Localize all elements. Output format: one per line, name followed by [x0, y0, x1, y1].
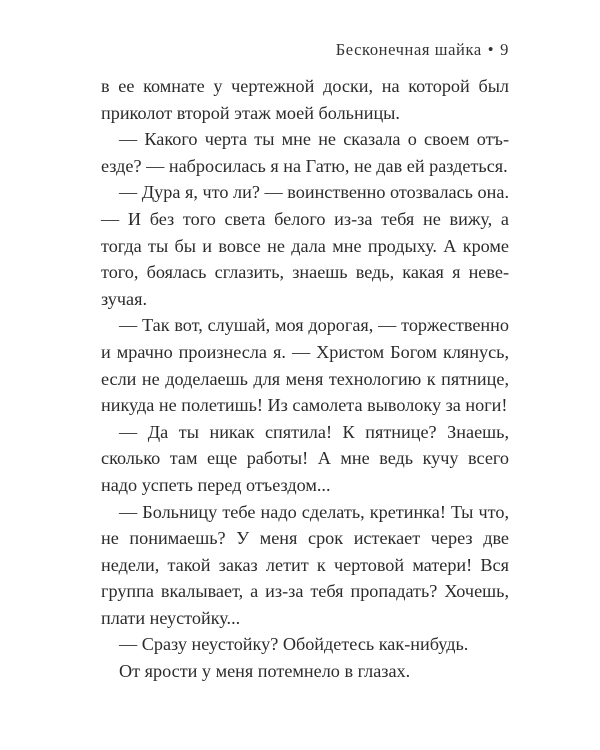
paragraph: — Больницу тебе надо сделать, кретинка! Ты что, не понимаешь? У меня срок истекает через две недели, такой заказ летит к чертовой матери! Вся группа вкалывает, а из-за тебя пропадать? Хочешь, плати неустойку... [101, 501, 509, 628]
paragraph: — Дура я, что ли? — воинственно отозвалась она. — И без того света белого из-за тебя не вижу, а тогда ты бы и вовсе не дала мне продыху. А кроме того, боялась сглазить, знаешь ведь, какая я невезучая. [101, 182, 509, 309]
running-header [336, 40, 509, 60]
page-body [101, 73, 509, 685]
paragraph: От ярости у меня потемнело в глазах. [119, 661, 411, 682]
paragraph: в ее комнате у чертежной доски, на которой был приколот второй этаж моей больницы. [101, 76, 509, 123]
book-title: Бесконечная шайка [335, 40, 482, 59]
paragraph: — Какого черта ты мне не сказала о своем отъезде? — набросилась я на Гатю, не дав ей раздеться. [101, 129, 509, 176]
header-bullet: • [487, 40, 495, 59]
paragraph: — Так вот, слушай, моя дорогая, — торжественно и мрачно произнесла я. — Христом Богом клянусь, если не доделаешь для меня технологию к пятнице, никуда не полетишь! Из самолета выволоку за ноги! [101, 315, 509, 416]
paragraph: — Сразу неустойку? Обойдетесь как-нибудь. [119, 634, 469, 655]
page-number: 9 [500, 40, 509, 59]
paragraph: — Да ты никак спятила! К пятнице? Знаешь, сколько там еще работы! А мне ведь кучу всего надо успеть перед отъездом... [101, 421, 509, 495]
